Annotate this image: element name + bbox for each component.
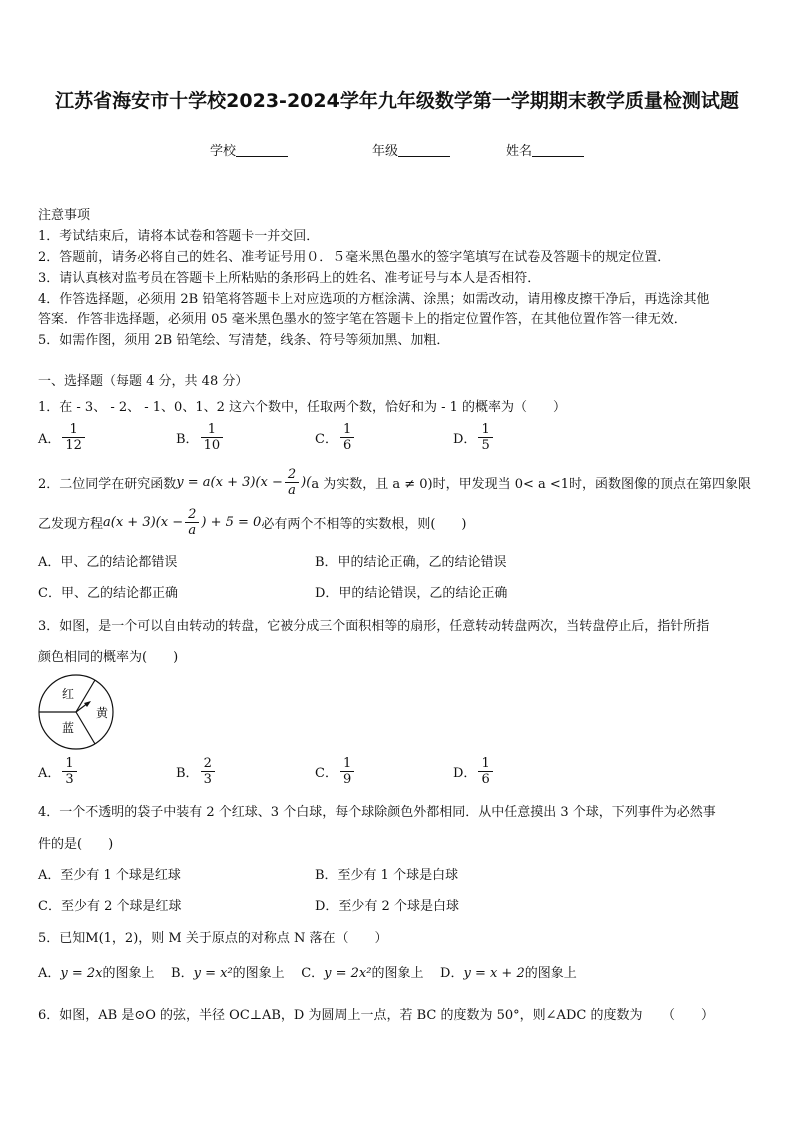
numerator: 1 [342, 756, 352, 771]
question-2-line2 [38, 507, 466, 538]
option-letter: B． [176, 432, 199, 447]
school-blank [236, 143, 288, 157]
q2-function-end: )( [301, 475, 312, 490]
numerator: 2 [287, 467, 297, 482]
numerator: 1 [342, 422, 352, 437]
q4-option-c: C．至少有 2 个球是红球 [38, 899, 182, 914]
q2-text: 必有两个不相等的实数根，则( ) [261, 517, 467, 532]
question-2-line1 [38, 467, 751, 498]
numerator: 2 [188, 507, 197, 522]
fraction [62, 422, 85, 453]
note-item: 1．考试结束后，请将本试卷和答题卡一并交回． [38, 229, 320, 244]
numerator: 2 [203, 756, 212, 771]
question-3-line1: 3．如图，是一个可以自由转动的转盘，它被分成三个面积相等的扇形，任意转动转盘两次，当转盘停止后，指针所指 [38, 619, 710, 634]
grade-blank [398, 143, 450, 157]
q2-option-d: D．甲的结论错误，乙的结论正确 [315, 586, 508, 601]
numerator: 1 [481, 422, 490, 437]
fraction [185, 507, 199, 538]
q2-text: 2．二位同学在研究函数 [38, 477, 177, 492]
option-letter: D． [440, 966, 464, 981]
fraction [201, 422, 224, 453]
fraction [285, 467, 299, 498]
question-4-line2: 件的是( ) [38, 837, 114, 852]
option-letter: C． [315, 432, 338, 447]
option-letter: D． [453, 432, 477, 447]
note-item: 答案．作答非选择题，必须用 05 毫米黑色墨水的签字笔在答题卡上的指定位置作答，在其他位置作答一律无效． [38, 312, 687, 327]
fraction [478, 756, 492, 787]
q2-option-b: B．甲的结论正确，乙的结论错误 [315, 555, 507, 570]
denominator: 12 [62, 437, 85, 453]
sector-label-yellow: 黄 [96, 706, 109, 720]
numerator: 1 [65, 756, 74, 771]
name-blank [532, 143, 584, 157]
q3-option-c [315, 756, 356, 787]
denominator: 6 [478, 771, 492, 787]
pointer-arrowhead [84, 701, 91, 707]
denominator: 5 [478, 437, 492, 453]
numerator: 1 [207, 422, 216, 437]
q5-options [38, 962, 577, 981]
q5-option-b [171, 966, 285, 981]
option-formula: y = 2x² [324, 966, 372, 981]
q5-option-c [301, 966, 423, 981]
option-letter: C． [315, 766, 338, 781]
q2-function: y = a(x + 3)(x − [176, 475, 283, 490]
section-heading: 一、选择题（每题 4 分，共 48 分） [38, 374, 249, 389]
q5-option-a [38, 966, 155, 981]
option-letter: C． [301, 966, 325, 981]
q4-option-d: D．至少有 2 个球是白球 [315, 899, 459, 914]
numerator: 1 [69, 422, 78, 437]
school-field [210, 140, 288, 159]
option-text: 的图象上 [371, 966, 424, 981]
note-item: 4．作答选择题，必须用 2B 铅笔将答题卡上对应选项的方框涂满、涂黑；如需改动，请用橡皮擦干净后，再选涂其他 [38, 292, 710, 307]
question-6-stem: 6．如图，AB 是⊙O 的弦，半径 OC⊥AB，D 为圆周上一点，若 BC 的度数为 50°，则∠ADC 的度数为 （ ） [38, 1008, 714, 1023]
q2-option-c: C．甲、乙的结论都正确 [38, 586, 178, 601]
page-title: 江苏省海安市十学校2023-2024学年九年级数学第一学期期末教学质量检测试题 [55, 90, 739, 112]
name-label: 姓名 [506, 144, 533, 159]
denominator: 3 [201, 771, 215, 787]
denominator: 3 [62, 771, 76, 787]
sector-label-blue: 蓝 [62, 721, 75, 735]
option-formula: y = 2x [60, 966, 103, 981]
school-label: 学校 [210, 144, 237, 159]
q1-option-c [315, 422, 356, 453]
q5-option-d [440, 966, 577, 981]
denominator: 10 [201, 437, 224, 453]
fraction [478, 422, 492, 453]
q2-equation-end: ) + 5 = 0 [201, 515, 262, 530]
spinner-figure [36, 672, 126, 756]
option-letter: A． [38, 766, 61, 781]
fraction [201, 756, 215, 787]
notes-heading: 注意事项 [38, 208, 91, 223]
denominator: a [185, 522, 199, 538]
question-5-stem: 5．已知M(1，2)，则 M 关于原点的对称点 N 落在（ ） [38, 931, 388, 946]
option-text: 的图象上 [102, 966, 155, 981]
q1-option-d [453, 422, 495, 453]
q2-option-a: A．甲、乙的结论都错误 [38, 555, 178, 570]
name-field [506, 140, 584, 159]
option-letter: B． [176, 766, 199, 781]
denominator: 9 [340, 771, 354, 787]
question-1-stem: 1．在 - 3、 - 2、 - 1、0、1、2 这六个数中，任取两个数，恰好和为 - 1 的概率为（ ） [38, 400, 567, 415]
note-item: 3．请认真核对监考员在答题卡上所粘贴的条形码上的姓名、准考证号与本人是否相符． [38, 271, 541, 286]
q4-option-b: B．至少有 1 个球是白球 [315, 868, 459, 883]
sector-label-red: 红 [62, 687, 75, 701]
denominator: a [285, 482, 299, 498]
option-letter: B． [171, 966, 194, 981]
q3-option-b [176, 756, 217, 787]
spinner-divider [76, 712, 95, 744]
grade-label: 年级 [372, 144, 399, 159]
numerator: 1 [481, 756, 490, 771]
note-item: 5．如需作图，须用 2B 铅笔绘、写清楚，线条、符号等须加黑、加粗． [38, 333, 450, 348]
q2-text: a 为实数，且 a ≠ 0)时，甲发现当 0< a <1时，函数图像的顶点在第四象限 [311, 477, 752, 492]
q2-text: 乙发现方程 [38, 517, 104, 532]
q3-option-d [453, 756, 495, 787]
q2-equation: a(x + 3)(x − [103, 515, 184, 530]
question-3-line2: 颜色相同的概率为( ) [38, 650, 179, 665]
option-letter: A． [38, 432, 61, 447]
fraction [340, 422, 354, 453]
question-4-line1: 4．一个不透明的袋子中装有 2 个红球、3 个白球，每个球除颜色外都相同．从中任意摸出 3 个球，下列事件为必然事 [38, 805, 716, 820]
option-text: 的图象上 [524, 966, 577, 981]
q3-option-a [38, 756, 79, 787]
option-formula: y = x + 2 [463, 966, 525, 981]
note-item: 2．答题前，请务必将自己的姓名、准考证号用０．５毫米黑色墨水的签字笔填写在试卷及答题卡的规定位置． [38, 250, 671, 265]
denominator: 6 [340, 437, 354, 453]
q4-option-a: A．至少有 1 个球是红球 [38, 868, 181, 883]
fraction [340, 756, 354, 787]
q1-option-a [38, 422, 87, 453]
fraction [62, 756, 76, 787]
option-letter: D． [453, 766, 477, 781]
option-text: 的图象上 [232, 966, 285, 981]
q1-option-b [176, 422, 225, 453]
grade-field [372, 140, 450, 159]
option-letter: A． [38, 966, 61, 981]
option-formula: y = x² [193, 966, 233, 981]
spinner-divider [76, 680, 95, 712]
